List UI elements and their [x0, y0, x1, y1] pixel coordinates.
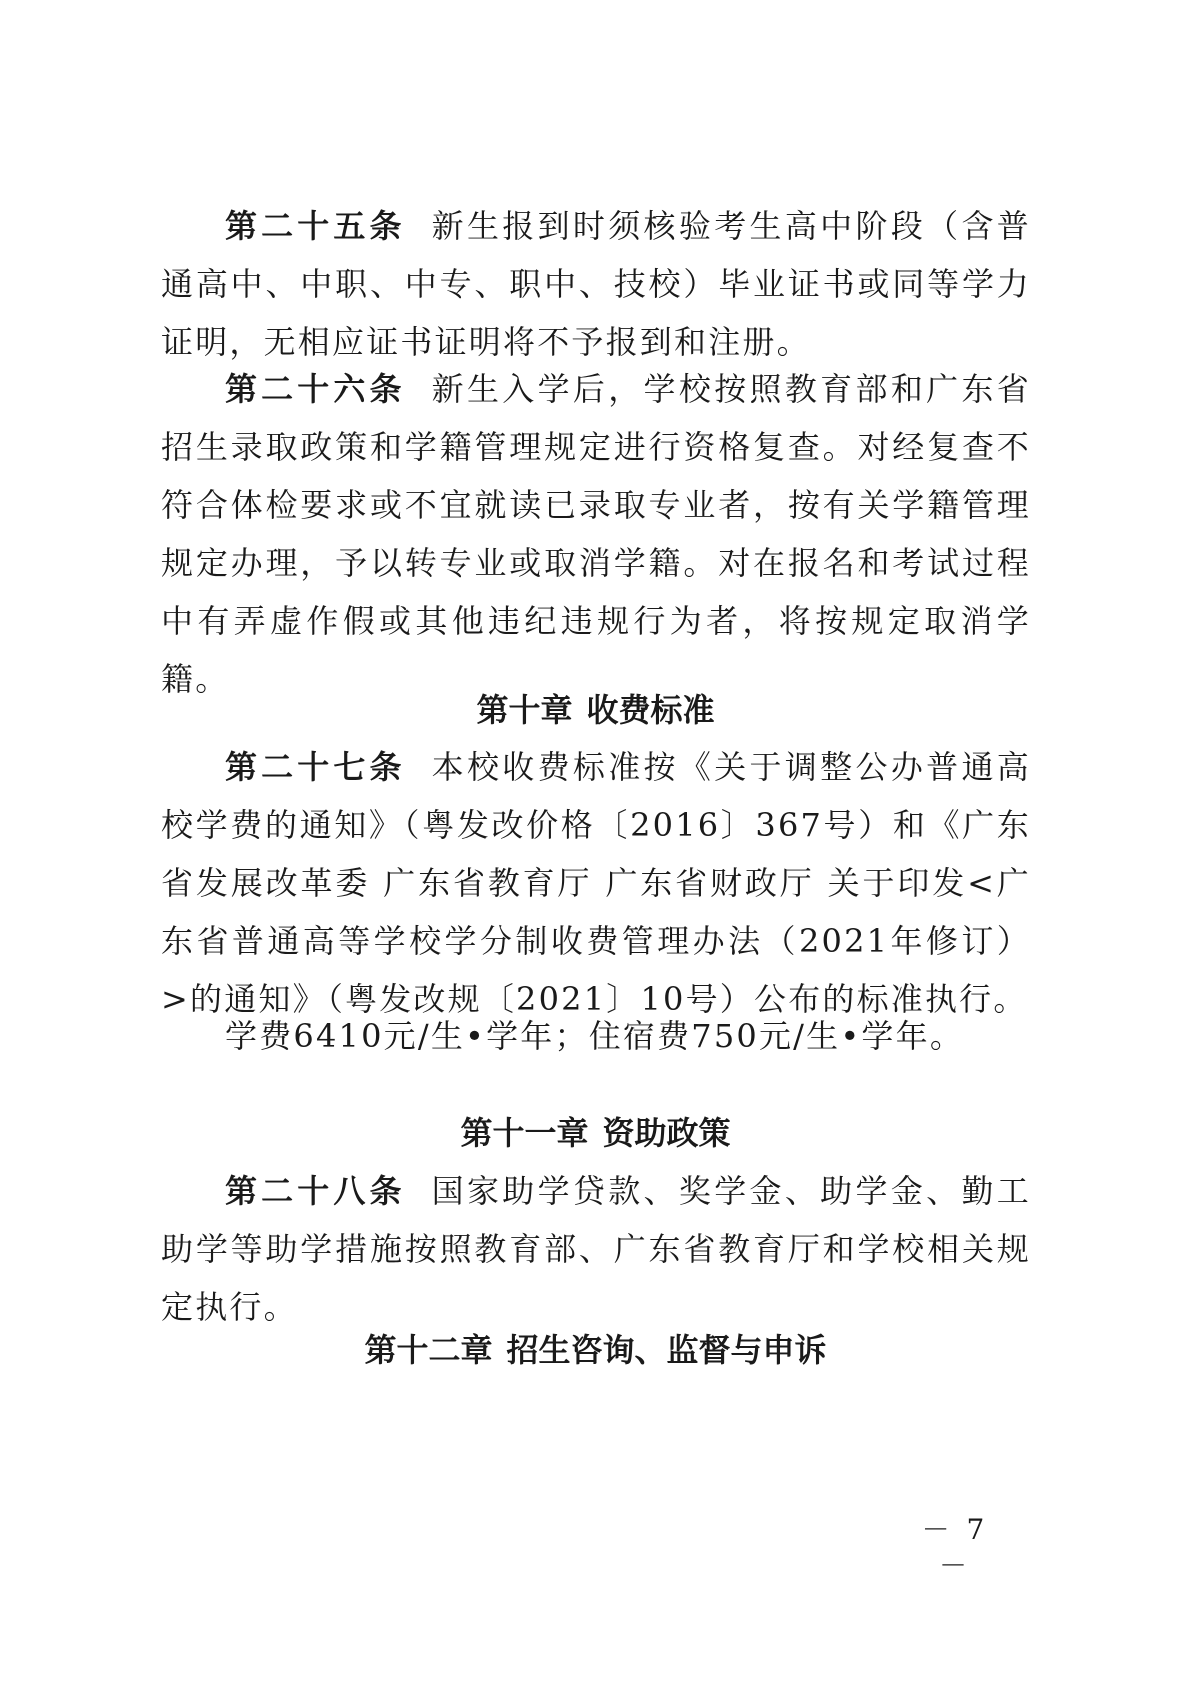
article-27-text: 本校收费标准按《关于调整公办普通高校学费的通知》（粤发改价格〔2016〕367号）和《广东省发展改革委 广东省教育厅 广东省财政厅 关于印发<广东省普通高等学校学分制收费管理办法（2021年修订）>的通知》（粤发改规〔2021〕10号）公布的标准执行。	[161, 748, 1031, 1018]
article-26	[161, 360, 1031, 708]
chapter-10-heading	[0, 690, 1191, 730]
fee-standard-text: 学费6410元/生•学年；住宿费750元/生•学年。	[225, 1017, 965, 1055]
chapter-10-number: 第十章	[476, 691, 573, 729]
article-26-text: 新生入学后，学校按照教育部和广东省招生录取政策和学籍管理规定进行资格复查。对经复查不符合体检要求或不宜就读已录取专业者，按有关学籍管理规定办理，予以转专业或取消学籍。对在报名和考试过程中有弄虚作假或其他违纪违规行为者，将按规定取消学籍。	[161, 370, 1031, 698]
article-28	[161, 1162, 1031, 1336]
article-25	[161, 197, 1031, 371]
chapter-11-heading	[0, 1113, 1191, 1153]
article-25-text: 新生报到时须核验考生高中阶段（含普通高中、中职、中专、职中、技校）毕业证书或同等学力证明，无相应证书证明将不予报到和注册。	[161, 207, 1031, 361]
article-27-label: 第二十七条	[225, 748, 406, 786]
chapter-11-title: 资助政策	[602, 1114, 731, 1152]
article-25-label: 第二十五条	[225, 207, 406, 245]
article-28-text: 国家助学贷款、奖学金、助学金、勤工助学等助学措施按照教育部、广东省教育厅和学校相关规定执行。	[161, 1172, 1031, 1326]
article-26-label: 第二十六条	[225, 370, 406, 408]
chapter-10-title: 收费标准	[586, 691, 715, 729]
page-number: － 7 －	[921, 1513, 989, 1582]
article-28-label: 第二十八条	[225, 1172, 406, 1210]
chapter-12-number: 第十二章	[364, 1331, 493, 1369]
fee-standard	[161, 1007, 1031, 1065]
chapter-12-title: 招生咨询、监督与申诉	[506, 1331, 827, 1369]
chapter-11-number: 第十一章	[460, 1114, 589, 1152]
chapter-12-heading	[0, 1330, 1191, 1370]
article-27	[161, 738, 1031, 1028]
